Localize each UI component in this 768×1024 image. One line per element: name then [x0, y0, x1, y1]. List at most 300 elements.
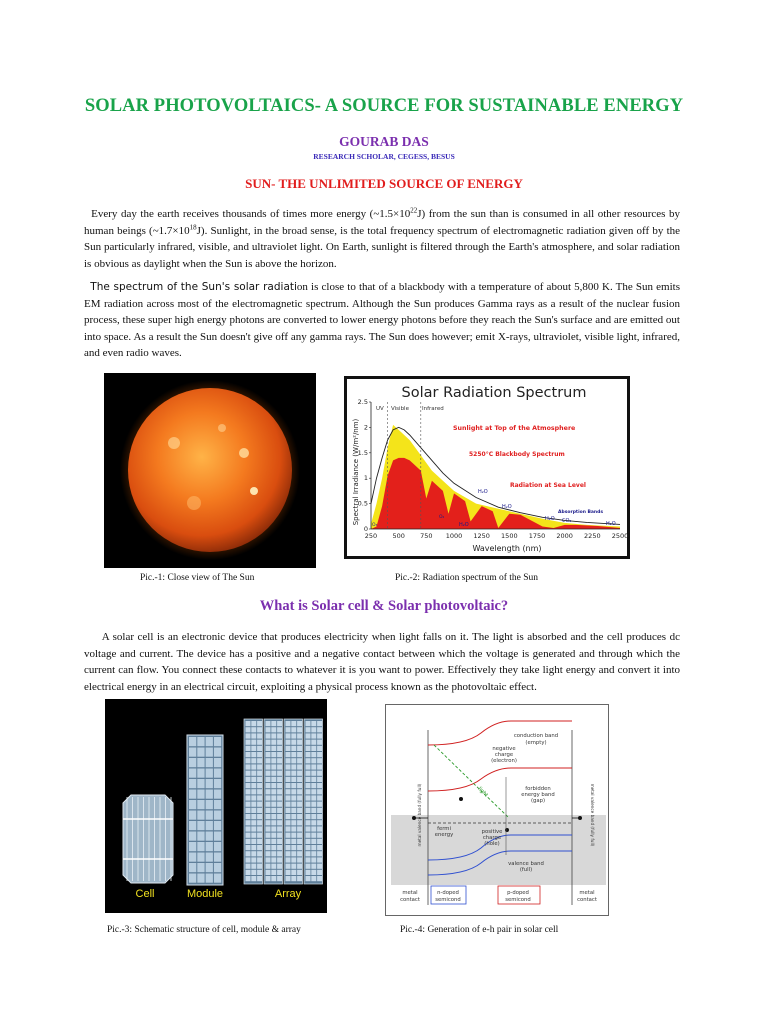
array-cell — [297, 771, 302, 776]
array-cell — [246, 733, 251, 738]
array-cell — [277, 845, 282, 850]
array-cell — [271, 733, 276, 738]
array-cell — [251, 752, 256, 757]
array-cell — [257, 857, 262, 862]
array-cell — [277, 771, 282, 776]
module-cell — [189, 821, 196, 830]
array-cell — [291, 851, 296, 856]
label-light: light — [476, 786, 489, 799]
label-contact-right: contact — [577, 897, 597, 903]
array-cell — [311, 870, 316, 875]
label-h2o-1: H₂O — [478, 489, 488, 495]
array-cell — [257, 783, 262, 788]
label-valence-band: valence band — [508, 861, 544, 867]
array-cell — [297, 845, 302, 850]
array-cell — [246, 876, 251, 881]
label-contact-left: contact — [400, 897, 420, 903]
para1-text-b: J) from the sun than is consumed in all other resources by human beings (~1.7×10 — [84, 208, 681, 237]
array-cell — [246, 839, 251, 844]
array-cell — [277, 740, 282, 745]
array-cell — [271, 857, 276, 862]
array-cell — [277, 795, 282, 800]
module-cell — [189, 790, 196, 799]
array-cell — [317, 870, 322, 875]
array-cell — [271, 727, 276, 732]
label-p-semicond: semicond — [505, 897, 531, 903]
array-cell — [291, 789, 296, 794]
array-cell — [311, 783, 316, 788]
array-cell — [251, 783, 256, 788]
array-cell — [291, 814, 296, 819]
paragraph-solar-spectrum — [84, 279, 680, 362]
module-cell — [197, 811, 204, 820]
array-cell — [277, 721, 282, 726]
x-tick-label: 1000 — [445, 532, 463, 540]
array-cell — [297, 857, 302, 862]
label-sea-level: Radiation at Sea Level — [510, 482, 586, 489]
label-blackbody: 5250°C Blackbody Spectrum — [469, 451, 565, 458]
module-cell — [189, 811, 196, 820]
label-energy-band: energy band — [521, 792, 555, 798]
array-cell — [286, 845, 291, 850]
array-cell — [277, 814, 282, 819]
array-cell — [291, 876, 296, 881]
array-cell — [311, 851, 316, 856]
array-cell — [266, 839, 271, 844]
section-heading-sun: SUN- THE UNLIMITED SOURCE OF ENERGY — [245, 176, 523, 191]
array-cell — [246, 777, 251, 782]
array-cell — [306, 814, 311, 819]
array-cell — [251, 764, 256, 769]
array-cell — [246, 820, 251, 825]
array-cell — [277, 808, 282, 813]
label-cell: Cell — [135, 888, 155, 900]
array-cell — [251, 727, 256, 732]
array-cell — [266, 789, 271, 794]
array-cell — [271, 864, 276, 869]
array-cell — [297, 839, 302, 844]
array-cell — [286, 808, 291, 813]
array-cell — [277, 820, 282, 825]
array-cell — [286, 721, 291, 726]
label-right-vertical: metal valence band (fully full) — [590, 783, 595, 847]
array-cell — [257, 802, 262, 807]
x-tick-label: 2000 — [556, 532, 573, 540]
array-cell — [266, 752, 271, 757]
array-cell — [251, 839, 256, 844]
array-cell — [257, 727, 262, 732]
array-cell — [271, 795, 276, 800]
module-cell — [197, 853, 204, 862]
array-cell — [271, 721, 276, 726]
module-cell — [189, 769, 196, 778]
array-cell — [286, 839, 291, 844]
array-cell — [266, 845, 271, 850]
array-cell — [291, 777, 296, 782]
array-cell — [306, 826, 311, 831]
array-cell — [266, 733, 271, 738]
module-cell — [197, 790, 204, 799]
para1-text-c: J). Sunlight, in the broad sense, is the total frequency spectrum of electromagnetic radiation given off by the Sun particularly infrared, visible, and ultraviolet light. On Earth, sunlight is filtered through the Earth's atmosphere, and solar radiation is obvious as daylight when the Sun is above the horizon. — [84, 224, 681, 270]
array-cell — [306, 758, 311, 763]
array-cell — [266, 826, 271, 831]
label-conduction-band: conduction band — [513, 733, 559, 739]
array-cell — [246, 808, 251, 813]
author-name: GOURAB DAS — [339, 134, 429, 149]
module-cell — [197, 821, 204, 830]
array-cell — [311, 740, 316, 745]
array-cell — [246, 851, 251, 856]
array-cell — [266, 764, 271, 769]
module-cell — [214, 832, 221, 841]
array-cell — [286, 820, 291, 825]
array-cell — [291, 758, 296, 763]
label-positive-charge: charge — [482, 835, 502, 841]
array-cell — [257, 851, 262, 856]
array-cell — [266, 727, 271, 732]
array-cell — [251, 833, 256, 838]
array-cell — [277, 777, 282, 782]
module-cell — [189, 758, 196, 767]
array-cell — [257, 845, 262, 850]
array-cell — [297, 752, 302, 757]
array-cell — [297, 764, 302, 769]
x-tick-label: 750 — [420, 532, 433, 540]
array-cell — [311, 826, 316, 831]
array-cell — [286, 733, 291, 738]
module-cell — [214, 853, 221, 862]
array-cell — [251, 864, 256, 869]
array-cell — [251, 758, 256, 763]
array-cell — [286, 795, 291, 800]
array-cell — [306, 752, 311, 757]
para3-text: A solar cell is an electronic device that produces electricity when light falls on it. The light is absorbed and the cell produces dc voltage and current. The device has a positive and a negative contact between which the voltage is generated and through which the current can flow. You connect these contacts to whatever it is you want to power. Effectively they take light energy and convert it into electrical energy in an electrical circuit, exploiting a physical process known as the photovoltaic effect. — [84, 631, 681, 693]
label-left-vertical: metal valence band (fully full) — [417, 783, 422, 847]
array-cell — [246, 864, 251, 869]
module-cell — [206, 821, 213, 830]
array-cell — [291, 820, 296, 825]
array-cell — [266, 758, 271, 763]
array-cell — [257, 814, 262, 819]
module-cell — [197, 748, 204, 757]
array-cell — [257, 808, 262, 813]
array-cell — [251, 746, 256, 751]
array-cell — [257, 789, 262, 794]
array-cell — [251, 721, 256, 726]
array-cell — [277, 826, 282, 831]
module-cell — [197, 779, 204, 788]
array-cell — [286, 851, 291, 856]
array-cell — [271, 833, 276, 838]
label-module: Module — [186, 888, 224, 900]
array-cell — [297, 814, 302, 819]
array-cell — [271, 764, 276, 769]
array-cell — [286, 857, 291, 862]
array-cell — [277, 727, 282, 732]
label-gap: (gap) — [530, 798, 546, 804]
array-cell — [266, 740, 271, 745]
array-cell — [277, 857, 282, 862]
array-cell — [246, 740, 251, 745]
array-cell — [286, 876, 291, 881]
array-cell — [311, 814, 316, 819]
module-cell — [206, 874, 213, 883]
array-cell — [251, 851, 256, 856]
array-cell — [297, 864, 302, 869]
label-co2: CO₂ — [562, 518, 572, 524]
module-cell — [189, 748, 196, 757]
array-cell — [257, 826, 262, 831]
array-cell — [317, 795, 322, 800]
array-cell — [306, 746, 311, 751]
label-h2o-2: H₂O — [502, 504, 512, 510]
array-cell — [286, 746, 291, 751]
array-cell — [297, 789, 302, 794]
array-cell — [317, 771, 322, 776]
array-cell — [257, 771, 262, 776]
array-cell — [246, 826, 251, 831]
module-cell — [197, 800, 204, 809]
module-cell — [189, 779, 196, 788]
region-visible: Visible — [391, 406, 409, 412]
array-cell — [266, 833, 271, 838]
array-cell — [266, 820, 271, 825]
module-cell — [189, 800, 196, 809]
array-cell — [257, 733, 262, 738]
label-p-doped: p-doped — [507, 890, 529, 896]
array-cell — [271, 876, 276, 881]
array-cell — [306, 833, 311, 838]
label-h2o-5: H₂O — [606, 521, 616, 527]
module-cell — [189, 853, 196, 862]
paragraph-solar-cell — [84, 629, 680, 695]
x-tick-label: 500 — [392, 532, 405, 540]
array-cell — [311, 808, 316, 813]
array-cell — [297, 727, 302, 732]
array-cell — [266, 851, 271, 856]
array-cell — [291, 783, 296, 788]
label-fermi-energy: energy — [434, 832, 454, 838]
array-cell — [317, 764, 322, 769]
module-cell — [206, 863, 213, 872]
array-cell — [271, 839, 276, 844]
array-cell — [317, 758, 322, 763]
caption-pic3: Pic.-3: Schematic structure of cell, module & array — [107, 925, 301, 935]
array-cell — [266, 783, 271, 788]
para1-sup-b: 18 — [189, 222, 197, 231]
array-cell — [251, 857, 256, 862]
array-cell — [257, 820, 262, 825]
array-cell — [251, 808, 256, 813]
array-cell — [291, 733, 296, 738]
y-tick-label: 1 — [363, 474, 368, 483]
array-cell — [306, 740, 311, 745]
array-cell — [291, 771, 296, 776]
array-cell — [251, 845, 256, 850]
label-electron: (electron) — [491, 758, 517, 764]
module-cell — [206, 842, 213, 851]
array-cell — [317, 876, 322, 881]
array-cell — [311, 845, 316, 850]
array-cell — [246, 814, 251, 819]
array-cell — [266, 876, 271, 881]
para2-text: on is close to that of a blackbody with a temperature of about 5,800 K. The Sun emits EM radiation across most of the electromagnetic spectrum. Although the Sun produces Gamma rays as a result of the nuclear fusion process, these super high energy photons are converted to lower energy photons before they reach the Sun's surface and are emitted out into space. As a result the Sun doesn't give off any gamma rays. The Sun does however; emit X-rays, ultraviolet, visible light, infrared, and even radio waves. — [84, 281, 680, 359]
y-tick-label: 0.5 — [357, 499, 368, 508]
module-cell — [197, 874, 204, 883]
array-cell — [257, 876, 262, 881]
array-cell — [311, 752, 316, 757]
module-cell — [206, 853, 213, 862]
array-cell — [286, 802, 291, 807]
array-cell — [277, 752, 282, 757]
array-cell — [277, 783, 282, 788]
label-hole: (hole) — [484, 841, 500, 847]
label-top-atmosphere: Sunlight at Top of the Atmosphere — [453, 425, 576, 432]
array-cell — [311, 795, 316, 800]
array-cell — [311, 733, 316, 738]
array-cell — [317, 777, 322, 782]
module-cell — [214, 874, 221, 883]
module-cell — [197, 863, 204, 872]
array-cell — [277, 746, 282, 751]
array-cell — [286, 833, 291, 838]
array-cell — [311, 746, 316, 751]
module-cell — [206, 832, 213, 841]
array-cell — [246, 795, 251, 800]
para1-text-a: Every day the earth receives thousands of times more energy (~1.5×10 — [91, 208, 411, 220]
label-n-semicond: semicond — [435, 897, 461, 903]
array-cell — [257, 795, 262, 800]
array-cell — [257, 764, 262, 769]
module-cell — [206, 748, 213, 757]
array-cell — [246, 789, 251, 794]
array-cell — [271, 802, 276, 807]
label-array: Array — [274, 888, 302, 900]
array-cell — [297, 802, 302, 807]
document-title: SOLAR PHOTOVOLTAICS- A SOURCE FOR SUSTAINABLE ENERGY — [84, 96, 684, 116]
array-cell — [286, 870, 291, 875]
array-cell — [291, 752, 296, 757]
array-cell — [306, 820, 311, 825]
array-cell — [271, 777, 276, 782]
array-cell — [266, 864, 271, 869]
array-cell — [286, 826, 291, 831]
array-cell — [286, 783, 291, 788]
array-cell — [271, 826, 276, 831]
module-cell — [206, 811, 213, 820]
array-cell — [251, 789, 256, 794]
array-cell — [317, 820, 322, 825]
array-cell — [251, 870, 256, 875]
label-h2o-4: H₂O — [545, 516, 555, 522]
array-cell — [257, 833, 262, 838]
array-cell — [317, 752, 322, 757]
array-cell — [246, 758, 251, 763]
array-cell — [257, 740, 262, 745]
y-tick-label: 0 — [363, 525, 368, 533]
module-cell — [206, 769, 213, 778]
array-cell — [271, 870, 276, 875]
para2-lead: The spectrum of the Sun's solar radiati — [90, 281, 297, 293]
module-cell — [189, 863, 196, 872]
y-tick-label: 1.5 — [357, 448, 368, 457]
array-cell — [291, 845, 296, 850]
array-cell — [251, 771, 256, 776]
module-cell — [197, 758, 204, 767]
array-cell — [246, 802, 251, 807]
array-cell — [271, 752, 276, 757]
array-cell — [306, 802, 311, 807]
x-tick-label: 1250 — [473, 532, 490, 540]
module-cell — [197, 769, 204, 778]
array-cell — [251, 733, 256, 738]
array-cell — [271, 789, 276, 794]
array-cell — [306, 721, 311, 726]
array-cell — [297, 833, 302, 838]
module-cell — [206, 737, 213, 746]
array-cell — [271, 845, 276, 850]
array-cell — [266, 814, 271, 819]
array-cell — [257, 777, 262, 782]
electron-dot — [459, 797, 463, 801]
array-cell — [246, 727, 251, 732]
array-cell — [286, 777, 291, 782]
array-cell — [251, 876, 256, 881]
caption-pic4: Pic.-4: Generation of e-h pair in solar cell — [400, 925, 559, 935]
array-cell — [297, 746, 302, 751]
array-cell — [246, 752, 251, 757]
module-cell — [214, 821, 221, 830]
array-cell — [277, 764, 282, 769]
module-cell — [214, 769, 221, 778]
array-cell — [306, 764, 311, 769]
array-cell — [311, 839, 316, 844]
array-cell — [286, 758, 291, 763]
array-cell — [257, 758, 262, 763]
array-cell — [311, 721, 316, 726]
x-tick-label: 250 — [364, 532, 378, 540]
label-negative: negative — [492, 746, 516, 752]
array-cell — [317, 833, 322, 838]
array-cell — [251, 740, 256, 745]
array-cell — [311, 758, 316, 763]
array-cell — [317, 851, 322, 856]
array-cell — [297, 777, 302, 782]
array-cell — [297, 740, 302, 745]
array-cell — [317, 864, 322, 869]
array-cell — [317, 845, 322, 850]
module-cell — [189, 737, 196, 746]
array-cell — [306, 870, 311, 875]
array-cell — [297, 826, 302, 831]
sun-photo — [104, 373, 316, 568]
label-fermi: fermi — [437, 826, 451, 832]
array-cell — [311, 864, 316, 869]
array-cell — [246, 746, 251, 751]
array-cell — [266, 795, 271, 800]
chart-ylabel: Spectral Irradiance (W/m²/nm) — [352, 418, 360, 526]
array-cell — [306, 864, 311, 869]
array-cell — [306, 771, 311, 776]
module-cell — [197, 842, 204, 851]
array-cell — [271, 851, 276, 856]
module-cell — [214, 842, 221, 851]
array-cell — [311, 820, 316, 825]
x-tick-label: 2250 — [584, 532, 601, 540]
section-heading-solar-cell: What is Solar cell & Solar photovoltaic? — [259, 598, 509, 614]
array-cell — [277, 876, 282, 881]
array-cell — [266, 870, 271, 875]
